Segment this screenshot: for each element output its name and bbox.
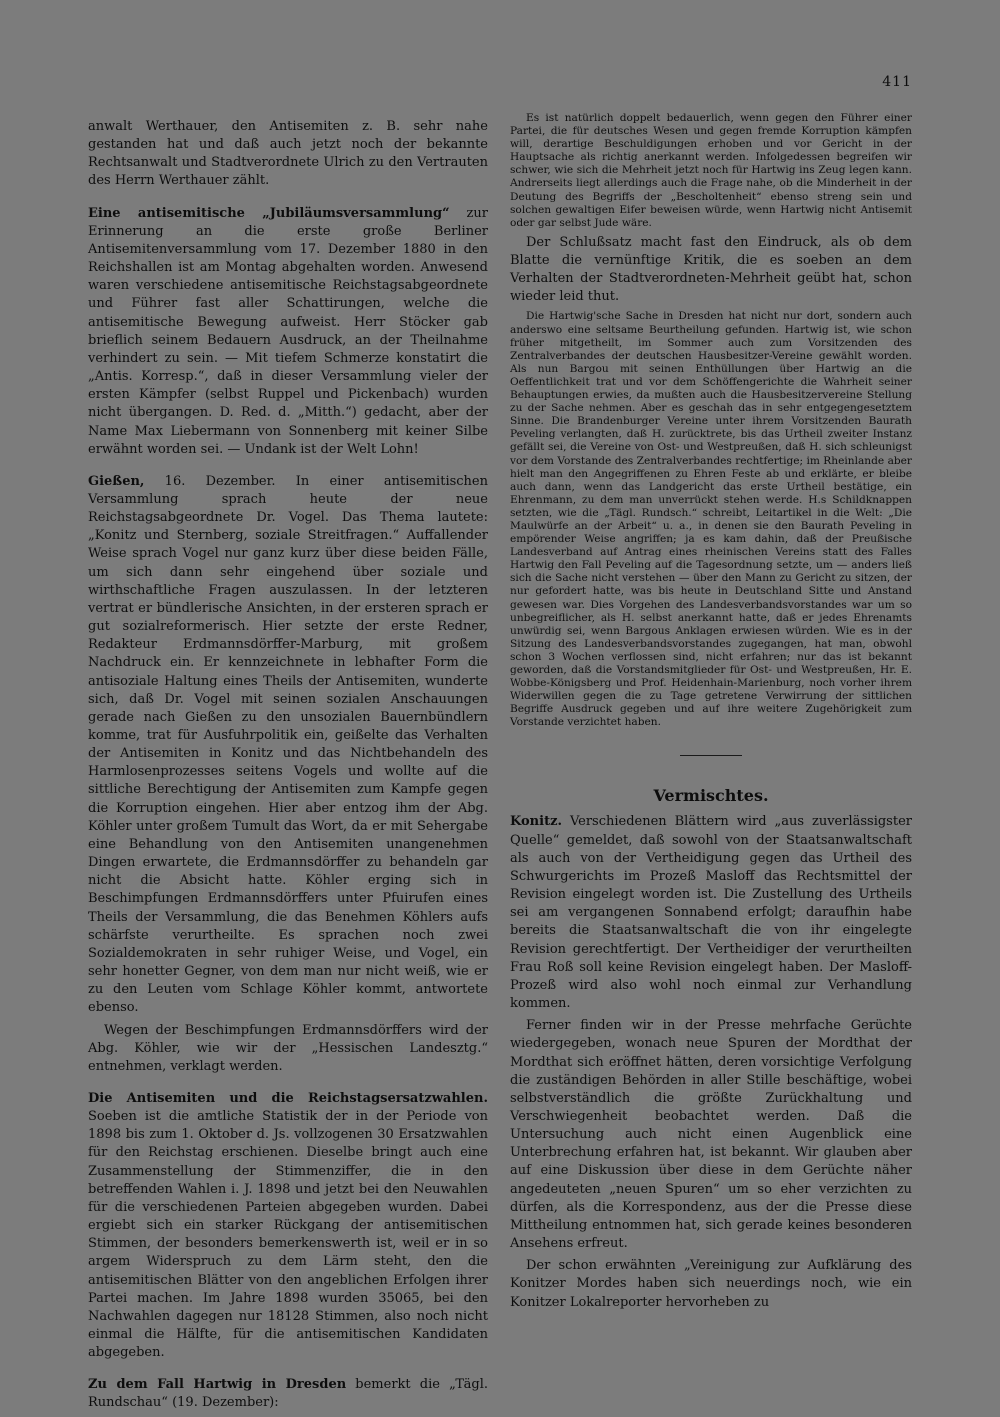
left-column [88, 118, 488, 1417]
paragraph: Ferner finden wir in der Presse mehrfache Gerüchte wiedergegeben, wonach neue Spuren der Mordthat der Mordthat sich eröffnet hätten, deren vorsichtige Verfolgung die zuständigen Behörden in aller Stille beschäftige, wobei selbstverständlich die größte Zurückhaltung und Verschwiegenheit beobachtet werden. Daß die Untersuchung auch nicht einen Augenblick eine Unterbrechung erfahren hat, ist bekannt. Wir glauben aber auf eine Diskussion über diese in dem Gerüchte näher angedeuteten „neuen Spuren“ um so eher verzichten zu dürfen, als die Korrespondenz, aus der die Presse diese Mittheilung entnommen hat, sich gerade keines besonderen Ansehens erfreut. [510, 1018, 912, 1252]
paragraph: Der Schlußsatz macht fast den Eindruck, als ob dem Blatte die vernünftige Kritik, die es soeben an dem Verhalten der Stadtverordneten-Mehrheit geübt hat, schon wieder leid thut. [510, 234, 912, 305]
paragraph: Der schon erwähnten „Vereinigung zur Aufklärung des Konitzer Mordes haben sich neuerdings noch, wie ein Konitzer Lokalreporter hervorheben zu [510, 1258, 912, 1310]
article-heading: Gießen, [88, 473, 145, 489]
article-heading: Zu dem Fall Hartwig in Dresden [88, 1377, 347, 1393]
right-column [510, 112, 912, 1316]
article-heading: Die Antisemiten und die Reichstagsersatzwahlen. [88, 1090, 488, 1106]
quoted-paragraph: Es ist natürlich doppelt bedauerlich, wenn gegen den Führer einer Partei, die für deutsches Wesen und gegen fremde Korruption kämpfen will, derartige Beschuldigungen erhoben und vor Gericht in der Hauptsache als richtig anerkannt werden. Infolgedessen begreifen wir schwer, wie sich die Mehrheit jetzt noch für Hartwig ins Zeug legen kann. Andrerseits liegt allerdings auch die Frage nahe, ob die Minderheit in der Deutung des Begriffs der „Bescholtenheit“ ebenso streng sein und solchen gewaltigen Eifer beweisen würde, wenn Hartwig nicht Antisemit oder gar selbst Jude wäre. [510, 112, 912, 229]
paragraph: Die Antisemiten und die Reichstagsersatzwahlen. Soeben ist die amtliche Statistik der in der Periode von 1898 bis zum 1. Oktober d. Js. vollzogenen 30 Ersatzwahlen für den Reichstag erschienen. Dieselbe bringt auch eine Zusammenstellung der Stimmenziffer, die in den betreffenden Wahlen i. J. 1898 und jetzt bei den Neuwahlen für die verschiedenen Parteien abgegeben wurden. Dabei ergiebt sich ein starker Rückgang der antisemitischen Stimmen, der besonders bemerkenswerth ist, weil er in so argem Widerspruch zu dem Lärm steht, den die antisemitischen Blätter von den angeblichen Erfolgen ihrer Partei machen. Im Jahre 1898 wurden 35065, bei den Nachwahlen dagegen nur 18128 Stimmen, also noch nicht einmal die Hälfte, für die antisemitischen Kandidaten abgegeben. [88, 1090, 488, 1361]
paragraph: Gießen, 16. Dezember. In einer antisemitischen Versammlung sprach heute der neue Reichstagsabgeordnete Dr. Vogel. Das Thema lautete: „Konitz und Sternberg, soziale Streitfragen.“ Auffallender Weise sprach Vogel nur ganz kurz über diese beiden Fälle, um sich dann sehr eingehend über soziale und wirthschaftliche Fragen auszulassen. In der letzteren vertrat er bündlerische Ansichten, in der ersteren sprach er gut sozialreformerisch. Hier setzte der erste Redner, Redakteur Erdmannsdörffer-Marburg, mit großem Nachdruck ein. Er kennzeichnete in lebhafter Form die antisoziale Haltung eines Theils der Antisemiten, wunderte sich, daß Dr. Vogel mit seinen sozialen Anschauungen gerade nach Gießen zu den unsozialen Bauernbündlern komme, trat für Ausfuhrpolitik ein, geißelte das Verhalten der Antisemiten in Konitz und das Nichtbehandeln des Harmlosenprozesses seitens Vogels und wollte auf die sittliche Berechtigung der Antisemiten zum Kampfe gegen die Korruption eingehen. Hier aber entzog ihm der Abg. Köhler unter großem Tumult das Wort, da er mit Sehergabe eine Behandlung von den Antisemiten unangenehmen Dingen erwartete, die Erdmannsdörffer zu behandeln gar nicht die Absicht hatte. Köhler erging sich in Beschimpfungen Erdmannsdörffers unter Pfuirufen eines Theils der Versammlung, die das Benehmen Köhlers aufs schärfste verurtheilte. Es sprachen noch zwei Sozialdemokraten in sehr ruhiger Weise, und Vogel, ein sehr honetter Gegner, von dem man nur nicht weiß, wie er zu den Leuten vom Schlage Köhler kommt, antwortete ebenso. [88, 473, 488, 1016]
quoted-paragraph: Die Hartwig'sche Sache in Dresden hat nicht nur dort, sondern auch anderswo eine seltsame Beurtheilung gefunden. Hartwig ist, wie schon früher mitgetheilt, im Sommer auch zum Vorsitzenden des Zentralverbandes der deutschen Hausbesitzer-Vereine gewählt worden. Als nun Bargou mit seinen Enthüllungen über Hartwig an die Oeffentlichkeit trat und vor dem Schöffengerichte die Wahrheit seiner Behauptungen erwies, da mußten auch die Hausbesitzervereine Stellung zu der Sache nehmen. Aber es geschah das in sehr entgegengesetztem Sinne. Die Brandenburger Vereine unter ihrem Vorsitzenden Baurath Peveling verlangten, daß H. zurücktrete, bis das Urtheil zweiter Instanz gefällt sei, die Vereine von Ost- und Westpreußen, daß H. sich schleunigst vor dem Vorstande des Zentralverbandes rechtfertige; im Rheinlande aber hielt man den Angegriffenen zu Ehren Feste ab und erklärte, er bleibe auch dann, wenn das Landgericht das erste Urtheil bestätige, ein Ehrenmann, zu dem man unverrückt stehen werde. H.s Schildknappen setzten, wie die „Tägl. Rundsch.“ schreibt, Leitartikel in die Welt: „Die Maulwürfe an der Arbeit“ u. a., in denen sie den Baurath Peveling in empörender Weise angriffen; ja es kam dahin, daß der Preußische Landesverband auf Antrag eines rheinischen Vereins statt des Falles Hartwig den Fall Peveling auf die Tagesordnung setzte, um — anders ließ sich die Sache nicht verstehen — über den Mann zu Gericht zu sitzen, der nur gefordert hatte, was bis heute in Deutschland Sitte und Anstand gewesen war. Dies Vorgehen des Landesverbandsvorstandes war um so unbegreiflicher, als H. selbst anerkannt hatte, daß er jedes Ehrenamts unwürdig sei, wenn Bargous Anklagen erwiesen würden. Wie es in der Sitzung des Landesverbandsvorstandes zugegangen, hat man, obwohl schon 3 Wochen verflossen sind, nicht erfahren; nur das ist bekannt geworden, daß die Vorstandsmitglieder für Ost- und Westpreußen, Hr. E. Wobbe-Königsberg und Prof. Heidenhain-Marienburg, noch vorher ihrem Widerwillen gegen die zu Tage getretene Verwirrung der sittlichen Begriffe Ausdruck gegeben und auf ihre weitere Zugehörigkeit zum Vorstande verzichtet haben. [510, 310, 912, 729]
paragraph: Konitz. Verschiedenen Blättern wird „aus zuverlässigster Quelle“ gemeldet, daß sowohl von der Staatsanwaltschaft als auch von der Vertheidigung gegen das Urtheil des Schwurgerichts im Prozeß Masloff das Rechtsmittel der Revision eingelegt worden ist. Die Zustellung des Urtheils sei am vergangenen Sonnabend erfolgt; daraufhin habe bereits die Staatsanwaltschaft die von ihr eingelegte Revision gerechtfertigt. Der Vertheidiger der verurtheilten Frau Roß soll keine Revision eingelegt haben. Der Masloff-Prozeß wird also wohl noch einmal zur Verhandlung kommen. [510, 814, 912, 1012]
section-heading: Vermischtes. [653, 786, 769, 806]
paragraph: Wegen der Beschimpfungen Erdmannsdörffers wird der Abg. Köhler, wie wir der „Hessischen Landesztg.“ entnehmen, verklagt werden. [88, 1022, 488, 1074]
article-heading: Konitz. [510, 814, 562, 830]
page-number: 411 [882, 74, 912, 90]
article-heading: Eine antisemitische „Jubiläumsversammlung“ [88, 205, 450, 221]
divider [680, 755, 742, 756]
paragraph: Eine antisemitische „Jubiläumsversammlung“ zur Erinnerung an die erste große Berliner Antisemitenversammlung vom 17. Dezember 1880 in den Reichshallen ist am Montag abgehalten worden. Anwesend waren verschiedene antisemitische Reichstagsabgeordnete und Führer fast aller Schattirungen, welche die antisemitische Bewegung aufweist. Herr Stöcker gab brieflich seinem Bedauern Ausdruck, an der Theilnahme verhindert zu sein. — Mit tiefem Schmerze konstatirt die „Antis. Korresp.“, daß in dieser Versammlung vieler der ersten Kämpfer (selbst Ruppel und Pickenbach) wurden nicht übergangen. D. Red. d. „Mitth.“) gedacht, aber der Name Max Liebermann von Sonnenberg mit keiner Silbe erwähnt worden sei. — Undank ist der Welt Lohn! [88, 205, 488, 457]
paragraph: Zu dem Fall Hartwig in Dresden bemerkt die „Tägl. Rundschau“ (19. Dezember): [88, 1377, 488, 1411]
paragraph: anwalt Werthauer, den Antisemiten z. B. sehr nahe gestanden hat und daß auch jetzt noch der bekannte Rechtsanwalt und Stadtverordnete Ulrich zu den Vertrauten des Herrn Werthauer zählt. [88, 119, 488, 189]
